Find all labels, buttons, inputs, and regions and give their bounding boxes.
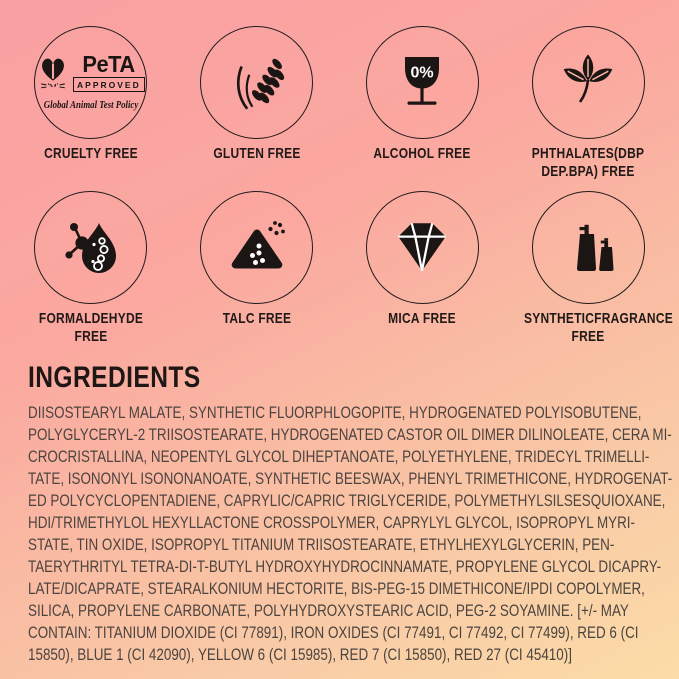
- diamond-icon: [389, 215, 455, 281]
- peta-bunny-heart-icon: [37, 54, 69, 96]
- ingredients-line: CONTAIN: TITANIUM DIOXIDE (CI 77891), IRON OXIDES (CI 77491, CI 77492, CI 77499), RED 6 (CI: [28, 623, 639, 642]
- peta-approved-icon: [32, 51, 150, 111]
- ingredients-line: ED POLYCYCLOPENTADIENE, CAPRYLIC/CAPRIC TRIGLYCERIDE, POLYMETHYLSILSESQUIOXANE,: [28, 491, 666, 510]
- formaldehyde-droplet-icon: [59, 216, 123, 280]
- peta-policy-text: Global Animal Test Policy: [43, 99, 139, 111]
- alcohol-free-badge-circle: [366, 26, 479, 139]
- ingredients-line: 15850), BLUE 1 (CI 42090), YELLOW 6 (CI 15985), RED 7 (CI 15850), RED 27 (CI 45410)]: [28, 645, 572, 664]
- ingredients-line: CROCRISTALLINA, NEOPENTYL GLYCOL DIHEPTANOATE, POLYETHYLENE, TRIDECYL TRIMELLI-: [28, 447, 650, 466]
- ingredients-text: [28, 402, 673, 666]
- wheat-icon: [224, 50, 290, 116]
- talc-free-badge-circle: [200, 191, 313, 304]
- cruelty-free-badge-circle: [34, 26, 147, 139]
- badge-label: PHTHALATES(DBP DEP.BPA) FREE: [531, 145, 645, 180]
- badge-synthetic-fragrance-free: [505, 191, 674, 346]
- badge-phthalates-free: [505, 26, 671, 181]
- peta-brand-text: PeTA: [82, 51, 136, 77]
- zero-percent-text: 0%: [410, 64, 434, 81]
- badge-label: SYNTHETICFRAGRANCE FREE: [524, 310, 674, 345]
- ingredients-line: HDI/TRIMETHYLOL HEXYLLACTONE CROSSPOLYMER, CAPRYLYL GLYCOL, ISOPROPYL MYRI-: [28, 513, 636, 532]
- badge-label: ALCOHOL FREE: [373, 145, 472, 162]
- ingredients-heading: INGREDIENTS: [28, 361, 201, 394]
- badge-label: TALC FREE: [222, 310, 291, 327]
- ingredients-section: [0, 346, 679, 666]
- badge-mica-free: [340, 191, 506, 346]
- peta-approved-text: APPROVED: [73, 77, 145, 92]
- badge-label: CRUELTY FREE: [43, 145, 138, 162]
- badge-label: GLUTEN FREE: [212, 145, 301, 162]
- synthetic-fragrance-free-badge-circle: [532, 191, 645, 304]
- mica-free-badge-circle: [366, 191, 479, 304]
- ingredients-line: LATE/DICAPRATE, STEARALKONIUM HECTORITE, BIS-PEG-15 DIMETHICONE/IPDI COPOLYMER,: [28, 579, 645, 598]
- wine-glass-zero-icon: [390, 51, 454, 115]
- badge-talc-free: [174, 191, 340, 346]
- ingredients-line: TATE, ISONONYL ISONONANOATE, SYNTHETIC BEESWAX, PHENYL TRIMETHICONE, HYDROGENAT-: [28, 469, 673, 488]
- badge-label: MICA FREE: [388, 310, 457, 327]
- ingredients-line: TAERYTHRITYL TETRA-DI-T-BUTYL HYDROXYHYDROCINNAMATE, PROPYLENE GLYCOL DICAPRY-: [28, 557, 662, 576]
- phthalates-free-badge-circle: [532, 26, 645, 139]
- badge-cruelty-free: [8, 26, 174, 181]
- ingredients-line: STATE, TIN OXIDE, ISOPROPYL TITANIUM TRIISOSTEARATE, ETHYLHEXYLGLYCERIN, PEN-: [28, 535, 615, 554]
- badge-alcohol-free: [340, 26, 506, 181]
- leaves-icon: [556, 51, 620, 115]
- formaldehyde-free-badge-circle: [34, 191, 147, 304]
- ingredients-line: DIISOSTEARYL MALATE, SYNTHETIC FLUORPHLOGOPITE, HYDROGENATED POLYISOBUTENE,: [28, 403, 642, 422]
- spray-bottles-icon: [556, 216, 620, 280]
- gluten-free-badge-circle: [200, 26, 313, 139]
- talc-powder-icon: [225, 216, 289, 280]
- badge-formaldehyde-free: [8, 191, 174, 346]
- badge-label: FORMALDEHYDE FREE: [38, 310, 143, 345]
- ingredients-line: POLYGLYCERYL-2 TRIISOSTEARATE, HYDROGENATED CASTOR OIL DIMER DILINOLEATE, CERA MI-: [28, 425, 672, 444]
- ingredients-line: SILICA, PROPYLENE CARBONATE, POLYHYDROXYSTEARIC ACID, PEG-2 SOYAMINE. [+/- MAY: [28, 601, 629, 620]
- badge-gluten-free: [174, 26, 340, 181]
